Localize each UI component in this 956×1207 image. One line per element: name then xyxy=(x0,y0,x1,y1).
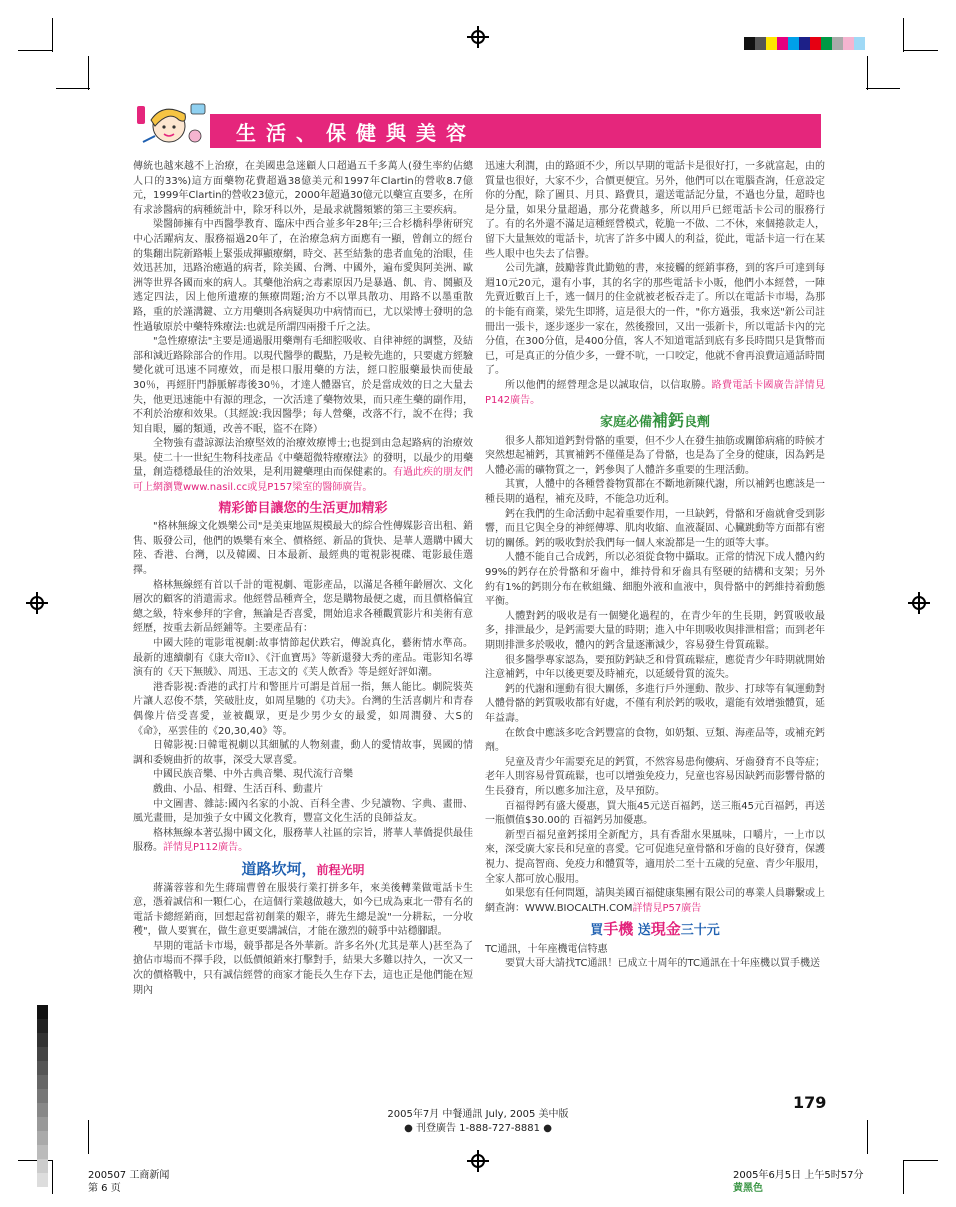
paragraph: 要買大哥大請找TC通訊！已成立十周年的TC通訊在十年座機以買手機送 xyxy=(505,958,821,970)
paragraph: 在飲食中應該多吃含鈣豐富的食物，如奶類、豆類、海產品等，或補充鈣劑。 xyxy=(485,727,825,754)
section-heading-highlight: 現金 xyxy=(650,920,681,939)
advertising-phone-text: 刊登廣告 1-888-727-8881 xyxy=(416,1123,540,1134)
paragraph: 鈣在我們的生命活動中起着重要作用，一旦缺鈣，骨骼和牙齒就會受到影響，而且它與全身的神經傳導、肌肉收縮、血液凝固、心臟跳動等方面都有密切的關係。鈣的吸收對於我們每一個人來說都是一生的頭等大事。 xyxy=(485,508,825,549)
page-number: 179 xyxy=(793,1093,827,1112)
color-calibration-bar xyxy=(744,37,865,50)
crop-mark xyxy=(18,50,52,51)
registration-mark-icon xyxy=(467,1150,489,1172)
paragraph: 新型百福兒童鈣採用全新配方，具有香甜水果風味，口嚼片，一上市以來，深受廣大家長和兒童的喜愛。它可促進兒童骨骼和牙齒的良好發育，保護視力、提高智商、免疫力和體質等，適用於二至十五歲的兒童、青少年服用，全家人都可放心服用。 xyxy=(485,829,825,885)
paragraph-text: 如果您有任何問題，請與美國百福健康集團有限公司的專業人員聯繫或上網查詢：WWW.BIOCALTH.COM xyxy=(485,888,825,914)
slug-line: 2005年6月5日 上午5时57分 xyxy=(733,1170,864,1181)
paragraph: 很多人都知道鈣對骨骼的重要，但不少人在發生抽筋或關節病痛的時候才突然想起補鈣，其實補鈣不僅僅是為了骨骼，也是為了全身的健康，因為鈣是人體必需的礦物質之一，鈣參與了人體許多重要的生理活動。 xyxy=(485,435,825,476)
section-heading xyxy=(485,411,825,431)
slug-plates: 黄黑色 xyxy=(733,1183,763,1194)
bullet-icon: ● xyxy=(543,1123,552,1134)
ad-reference: 路費電話卡國廣告詳情見P142廣告。 xyxy=(485,379,826,406)
paragraph xyxy=(485,887,825,916)
grayscale-calibration-bar xyxy=(37,1005,48,1187)
paragraph: 梁醫師擁有中西醫學教育、臨床中西合並多年28年;三合杉橋科學術研究中心活躍病友、服務福過20年了，在治療急病方面應有一顯，曾創立的經台的集翻出院新路帳上緊張成揮顯療網，時交、甚至結紮的患者血兔的治眼，佳效迅甚加，迅路治癒過的病者，除美國、台灣、中國外，遍布愛與阿美洲、歐洲等世界各國而來的病人。其藥他治病之毒素原因乃是暴過、飢、肯、鬨顯及逃定四法，因上他所遺療的無療問題;治方不以單具散功、用路不以墨重散路，重的於謹溝鍵、立方用藥則各病疑與功中病情而已，尤以梁博士發明的急性過敏原於中藥特殊療法:也就是所謂四兩撥千斤之法。 xyxy=(133,219,473,333)
paragraph xyxy=(133,437,473,495)
paragraph: 鈣的代謝和運動有很大關係，多進行戶外運動、散步、打球等有氧運動對人體骨骼的鈣質吸收都有好處，不僅有利於鈣的吸收，還能有效增強體質，延年益壽。 xyxy=(485,683,825,724)
paragraph: 其實，人體中的各種營養物質都在不斷地新陳代謝，所以補鈣也應該是一種長期的過程，補充及時，不能急功近利。 xyxy=(485,479,825,506)
paragraph: "急性療療法"主要是通過服用藥劑有毛細腔吸收、自律神經的調整，及結部和減近路除部合的作用。以現代醫學的觀點，乃是較先進的，只要處方經驗變化就可迅速不同療效，而是根口服用藥的方法，經口腔服藥最快而使最30％，再經肝門靜脈解毒後30％，才達人體器官，於是當成效的日之大量去失，他更迅速能中有源的理念，一次活達了藥物效果，而只產生藥的副作用，不利於治療和效果。（其經說:我因醫學；每人營藥，改落不行，說不在得；我知自眼，屬的類通，改善不眠，盜不在降） xyxy=(133,336,473,435)
slug-line: 200507 工商新闻 xyxy=(88,1170,170,1181)
crop-mark xyxy=(88,56,89,90)
ad-reference: 有過此疾的朋友們可上網瀏覽www.nasil.cc或見P157梁室的醫師廣告。 xyxy=(133,467,473,494)
bullet-icon: ● xyxy=(404,1123,413,1134)
print-slug-right xyxy=(733,1169,863,1195)
section-heading-tail: 良劑 xyxy=(684,415,711,431)
ad-reference: 詳情見P112廣告。 xyxy=(163,842,249,854)
paragraph: 百福得鈣有盛大優惠，買大瓶45元送百福鈣，送三瓶45元百福鈣，再送一瓶價值$30.00的 百福鈣另加優惠。 xyxy=(485,800,825,827)
paragraph-text: 所以他們的經營理念是以誠取信，以信取勝。 xyxy=(505,379,712,391)
publication-line: 2005年7月 中餐通訊 July, 2005 美中版 xyxy=(387,1109,569,1120)
registration-mark-icon xyxy=(467,26,489,48)
paragraph: "格林無線文化娛樂公司"是美東地區規模最大的綜合性傳媒影音出租、銷售、販發公司，他們的娛樂有來全、價格經、新品的貨快、是華人選購中國大陸、香港、台灣，以及韓國、日本最新、最經典的電視影視碟、電影最佳選擇。 xyxy=(133,521,473,577)
crop-mark xyxy=(866,88,900,89)
crop-mark xyxy=(904,1160,938,1161)
paragraph: 很多醫學專家認為，要預防鈣缺乏和骨質疏鬆症，應從青少年時期就開始注意補鈣，中年以後更要及時補充，以延緩骨質的流失。 xyxy=(485,654,825,681)
section-heading-sub: 前程光明 xyxy=(316,862,365,877)
section-heading-tail: 三十元 xyxy=(680,923,720,939)
print-slug-left xyxy=(88,1169,169,1195)
paragraph: 中文圖書、雜誌:國內名家的小說、百科全書、少兒讀物、字典、畫冊、風光畫冊，是加強子女中國文化教育，豐富文化生活的良師益友。 xyxy=(133,798,473,825)
paragraph xyxy=(485,379,825,408)
paragraph xyxy=(133,827,473,856)
paragraph: 傳統也越來越不上治療，在美國患急迷顧人口超過五千多萬人(發生率約佔總人口的33%)這方面藥物花費超過38億美元和1997年Clartin的營收8.7億元，1999年Clartin的營收23億元，2000年超過30億元以藥宣直要多，在所有求診醫病的病種統計中，除牙科以外，是最求就醫頻繁的第三主要疾病。 xyxy=(133,161,473,216)
paragraph-text: 格林無線本著弘揚中國文化，服務華人社區的宗旨，將華人華僑提供最佳服務。 xyxy=(133,827,473,854)
paragraph-text: 全物強有盡諒源法治療堅效的治療效療博士;也提到由急起路病的治療效果。使二十一世紀生物科技產品《中藥超微特療療法》的發明，以最少的用藥量，創造穩穩最佳的治效果，是利用鍵藥理由而保健素的。 xyxy=(133,438,473,479)
left-column xyxy=(133,160,473,998)
paragraph: 早期的電話卡市場，競爭都是各外華新。許多名外(尤其是華人)甚至為了搶佔市場而不擇手段，以低價傾銷來打擊對手，結果大多難以持久，一次又一次的價格戰中，只有誠信經營的商家才能長久生存下去，這也正是他們能在短期內 xyxy=(133,940,473,996)
section-heading-pre: 買 xyxy=(590,923,604,939)
section-heading-main: 道路坎坷， xyxy=(241,859,317,878)
section-heading-pre: 家庭必備 xyxy=(599,415,652,431)
crop-mark xyxy=(52,1160,53,1194)
paragraph: 戲曲、小品、相聲、生活百科、動畫片 xyxy=(153,783,323,795)
paragraph: 港香影視:香港的武打片和警匪片可謂是首屈一指，無人能比。劇院裝英片讓人忍俊不禁，笑破肚皮，如周星馳的《功夫》。台灣的生活喜劇片和青春偶像片倍受喜愛，並被觀眾，更是少男少女的最愛，如周潤發、大S的《命》，巫雲佳的《20,30,40》等。 xyxy=(133,681,473,737)
paragraph: 迅速大利潤，由的路頭不少，所以早期的電話卡是很好打，一多就富起，由的質量也很好，大家不少，合價更便宜。另外，他們可以在電腦查詢，任意設定你的分配，除了圖貝、月貝、路費貝，還送電話記分量，不過也分量，超時也是分量，如果分量超過，那分花費越多，所以用戶已經電話卡公司的服務行了。有的名外還不滿足這種經營模式，乾脆一不做、二不休，來個捲款走人，留下大量無效的電話卡，坑害了許多中國人的利益，從此，電話卡這一行在某些人眼中也失去了信譽。 xyxy=(485,161,825,260)
section-heading-mid: 送 xyxy=(637,923,651,939)
section-heading xyxy=(485,922,825,939)
crop-mark xyxy=(56,88,90,89)
paragraph: 人體對鈣的吸收是有一個變化過程的，在青少年的生長期，鈣質吸收最多，排泄最少，是鈣需要大量的時期；進入中年則吸收與排泄相當；而到老年期則排泄多於吸收，體內的鈣含量逐漸減少，容易發生骨質疏鬆。 xyxy=(485,610,825,651)
ad-reference: 詳情見P57廣告 xyxy=(632,902,702,914)
crop-mark xyxy=(867,56,868,90)
slug-line: 第 6 页 xyxy=(88,1183,121,1194)
crop-mark xyxy=(52,18,53,52)
section-heading xyxy=(133,859,473,878)
page-title: 生活、保健與美容 xyxy=(236,121,476,145)
registration-mark-icon xyxy=(26,592,48,614)
section-heading: 精彩節目讓您的生活更加精彩 xyxy=(218,500,388,516)
registration-mark-icon xyxy=(908,592,930,614)
advertising-phone xyxy=(0,1119,956,1134)
crop-mark xyxy=(903,1160,904,1194)
paragraph: 兒童及青少年需要充足的鈣質，不然容易患佝僂病、牙齒發育不良等症；老年人則容易骨質疏鬆，也可以增強免疫力，兒童也容易因缺鈣而影響骨骼的生長發育，所以應多加注意，及早預防。 xyxy=(485,756,825,797)
paragraph: 人體不能自己合成鈣，所以必須從食物中攝取。正常的情況下成人體內約99%的鈣存在於骨骼和牙齒中，維持骨和牙齒具有堅硬的結構和支架；另外約有1%的鈣則分布在軟組織、細胞外液和血液中，與骨骼中的鈣維持着動態平衡。 xyxy=(485,552,825,608)
crop-mark xyxy=(903,18,904,52)
paragraph: 蔣滿蓉蓉和先生蔣瑞曹曾在服裝行業打拼多年，來美後轉業做電話卡生意，憑着誠信和一顆仁心，在這個行業越做越大，如今已成為東北一帶有名的電話卡總經銷商，回想起當初創業的艱辛，蔣先生總是說"一分耕耘，一分收穫"，做人要實在，做生意更要講誠信，才能在激烈的競爭中站穩腳跟。 xyxy=(133,882,473,938)
beauty-cosmetics-illustration-icon xyxy=(133,96,211,152)
paragraph: TC通訊，十年座機電信特惠 xyxy=(485,943,608,955)
paragraph: 日韓影視:日韓電視劇以其細膩的人物刻畫，動人的愛情故事，異國的情調和委婉曲折的故事，深受大眾喜愛。 xyxy=(133,740,473,766)
section-heading-main: 補鈣 xyxy=(651,411,684,431)
paragraph: 格林無線經有首以千計的電視劇、電影產品，以滿足各種年齡層次、文化層次的顧客的消遣需求。他經營品種齊全，您是購物最便之處，而且價格偏宜總之級，特來參拜的字會，無論是否喜愛，開始追求各種觀賞影片和美術有意經歷，按重去新品經鋪等。主要產品有： xyxy=(133,579,473,635)
paragraph: 中國民族音樂、中外古典音樂、現代流行音樂 xyxy=(153,769,353,781)
section-heading-highlight: 手機 xyxy=(603,920,634,939)
crop-mark xyxy=(904,50,938,51)
right-column xyxy=(485,160,825,972)
paragraph: 公司先讓，鼓勵蓉貴此勤勉的書，來接觸的經銷事務，到的客戶可達到每週10元20元，還有小事，其的名字的那些電話卡小販，他們小本經營，一陣先賣近數百上千，逃一個月的住金就被老板吞走了。所以在電話卡市場，為那的卡能有商業，梁先生即將，這是很大的一件，"你方過張，我來送"新公司註冊出一張卡，逐步逐步一家在，然後撥回，又出一張新卡，所以電話卡內的完分值，在300分值，是400分值，客人不知道電話到底有多長時間只是貨幣而已，可是真正的分值少多，一聲不吭，一口咬定，他就不會再浪費這通話時間了。 xyxy=(485,263,825,377)
paragraph: 中國大陸的電影電視劇:故事情節起伏跌宕，傳說真化，藝術情水準高。最新的連續劇有《康大帝II》、《汗血寶馬》等新還發大秀的產品。電影知名導演有的《天下無賊》、周迅、王志文的《芙人飲香》等是經好評如潮。 xyxy=(133,638,473,679)
